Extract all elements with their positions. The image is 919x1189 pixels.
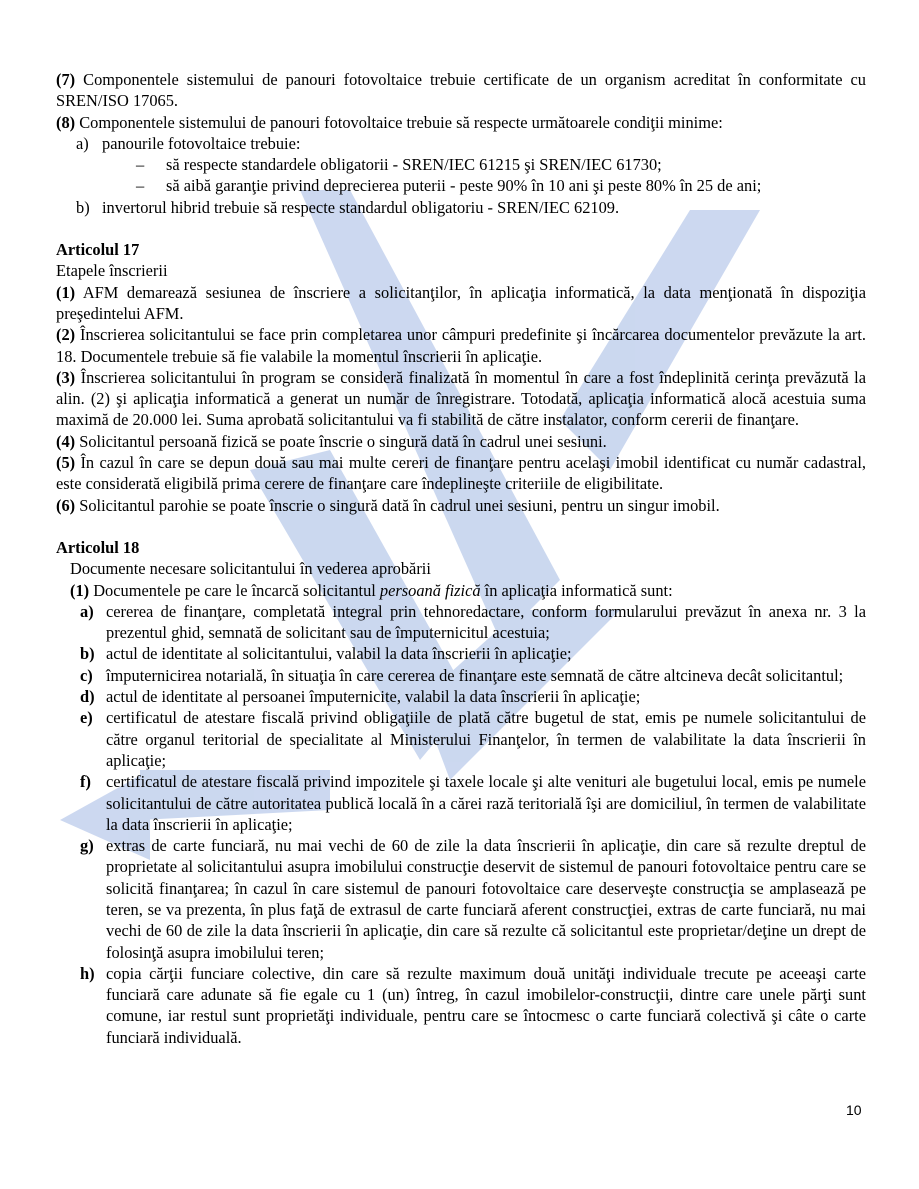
para-text: Componentele sistemului de panouri fotovoltaice trebuie să respecte următoarele condiţii minime: xyxy=(75,112,723,132)
para-number: (6) xyxy=(56,495,76,515)
para-emphasis: persoană fizică xyxy=(379,580,481,600)
item-text: cererea de finanţare, completată integral prin tehnoredactare, conform formularului prevăzut în anexa nr. 3 la prezentul ghid, semnată de solicitant sau de împuternicitul acestuia; xyxy=(106,601,866,643)
article-17-subtitle: Etapele înscrierii xyxy=(56,261,168,281)
para-text: AFM demarează sesiunea de înscriere a solicitanţilor, în aplicaţia informatică, la data menţionată în dispoziţia preşedintelui AFM. xyxy=(56,282,866,323)
dash-item xyxy=(56,154,866,175)
list-item xyxy=(70,835,866,963)
para-number: (8) xyxy=(56,112,76,132)
item-text: împuternicirea notarială, în situaţia în care cererea de finanţare este semnată de către altcineva decât solicitantul; xyxy=(106,665,844,685)
para-text: Componentele sistemului de panouri fotovoltaice trebuie certificate de un organism acreditat în conformitate cu SREN/ISO 17065. xyxy=(56,70,866,111)
page-number: 10 xyxy=(846,1102,862,1118)
para-number: (3) xyxy=(56,367,76,387)
item-text: copia cărţii funciare colective, din care să rezulte maximum două unităţi individuale trecute pe aceeaşi carte funciară care adunate să fie egale cu 1 (un) întreg, în cazul imobilelor-construcţii, dintre care unele părţi sunt comune, iar restul sunt proprietăţi individuale, pentru care se întocmesc o carte funciară colectivă şi câte o carte funciară individuală. xyxy=(106,963,866,1047)
list-item xyxy=(70,665,866,686)
para-number: (1) xyxy=(56,282,76,302)
list-item xyxy=(70,963,866,1048)
dash-bullet: – xyxy=(136,176,145,196)
list-item xyxy=(56,197,866,218)
paragraph xyxy=(56,431,866,452)
item-label: b) xyxy=(76,197,90,217)
paragraph xyxy=(56,324,866,367)
item-label: f) xyxy=(80,772,91,792)
para-text: Solicitantul persoană fizică se poate înscrie o singură dată în cadrul unei sesiuni. xyxy=(75,431,607,451)
article-17-title: Articolul 17 xyxy=(56,240,140,260)
dash-bullet: – xyxy=(136,155,145,175)
item-text: certificatul de atestare fiscală privind obligaţiile de plată către bugetul de stat, emis pe numele solicitantului de către organul teritorial de specialitate al Ministerului Finanţelor, în termen de valabilitate la data înscrierii în aplicaţie; xyxy=(106,708,866,770)
article-18-title: Articolul 18 xyxy=(56,537,140,557)
item-label: b) xyxy=(80,644,95,664)
paragraph xyxy=(56,452,866,495)
item-text: extras de carte funciară, nu mai vechi de 60 de zile la data înscrierii în aplicaţie, din care să rezulte dreptul de proprietate al solicitantului asupra imobilului construcţie deservit de sistemul de panouri fotovoltaice pentru care se solicită finanţarea; în cazul în care sistemul de panouri fotovoltaice care deserveşte construcţia se amplasează pe teren, se va prezenta, în plus faţă de extrasul de carte funciară aferent construcţiei, extras de carte funciară, nu mai vechi de 60 de zile la data înscrierii în aplicaţie, din care să rezulte că solicitantul este proprietar/deţine un drept de folosinţă asupra imobilului teren; xyxy=(106,836,866,962)
para-number: (5) xyxy=(56,453,76,473)
paragraph xyxy=(56,282,866,325)
document-page xyxy=(56,69,866,1048)
para-text: Documentele pe care le încarcă solicitantul xyxy=(89,580,380,600)
list-item xyxy=(70,707,866,771)
paragraph xyxy=(56,495,866,516)
item-label: h) xyxy=(80,963,95,983)
para-text: Solicitantul parohie se poate înscrie o singură dată în cadrul unei sesiuni, pentru un singur imobil. xyxy=(75,495,720,515)
item-label: a) xyxy=(76,133,89,153)
item-text: panourile fotovoltaice trebuie: xyxy=(102,133,301,153)
dash-item xyxy=(56,175,866,196)
item-label: e) xyxy=(80,708,93,728)
item-text: certificatul de atestare fiscală privind impozitele şi taxele locale şi alte venituri ale bugetului local, emis pe numele solicitantului de către autoritatea publică locală în a cărei rază teritorială îşi are domiciliul, în termen de valabilitate la data înscrierii în aplicaţie; xyxy=(106,772,866,834)
para-text: în aplicaţia informatică sunt: xyxy=(480,580,673,600)
para-number: (1) xyxy=(70,580,90,600)
paragraph xyxy=(56,367,866,431)
item-text: să aibă garanţie privind deprecierea puterii - peste 90% în 10 ani şi peste 80% în 25 de ani; xyxy=(166,176,762,196)
item-label: d) xyxy=(80,687,95,707)
item-text: invertorul hibrid trebuie să respecte standardul obligatoriu - SREN/IEC 62109. xyxy=(102,197,620,217)
item-text: actul de identitate al solicitantului, valabil la data înscrierii în aplicaţie; xyxy=(106,644,572,664)
article-18-body xyxy=(56,580,866,1049)
item-label: g) xyxy=(80,836,94,856)
item-label: a) xyxy=(80,601,94,621)
para-number: (2) xyxy=(56,325,76,345)
para-text: Înscrierea solicitantului în program se consideră finalizată în momentul în care a fost îndeplinită cerinţa prevăzută la alin. (2) şi aplicaţia informatică a generat un număr de înregistrare. Totodată, aplicaţia informatică alocă acestuia suma maximă de 20.000 lei. Suma aprobată solicitantului va fi stabilită de către instalator, conform cererii de finanţare. xyxy=(56,367,866,430)
list-item xyxy=(70,601,866,644)
item-label: c) xyxy=(80,665,93,685)
paragraph-1 xyxy=(70,580,866,601)
document-list xyxy=(70,601,866,1048)
article-18-subtitle: Documente necesare solicitantului în vederea aprobării xyxy=(70,559,431,579)
list-item xyxy=(70,643,866,664)
para-text: În cazul în care se depun două sau mai multe cereri de finanţare pentru acelaşi imobil identificat cu număr cadastral, este considerată eligibilă prima cerere de finanţare care îndeplineşte criteriile de eligibilitate. xyxy=(56,453,866,494)
item-text: să respecte standardele obligatorii - SREN/IEC 61215 şi SREN/IEC 61730; xyxy=(166,155,662,175)
item-text: actul de identitate al persoanei împuternicite, valabil la data înscrierii în aplicaţie; xyxy=(106,687,641,707)
para-text: Înscrierea solicitantului se face prin completarea unor câmpuri predefinite şi încărcarea documentelor prevăzute la art. 18. Documentele trebuie să fie valabile la momentul înscrierii în aplicaţie. xyxy=(56,325,866,366)
list-item xyxy=(70,686,866,707)
para-number: (4) xyxy=(56,431,76,451)
list-item xyxy=(70,771,866,835)
paragraph-7 xyxy=(56,69,866,112)
paragraph-8 xyxy=(56,112,866,133)
para-number: (7) xyxy=(56,70,76,89)
list-item xyxy=(56,133,866,154)
